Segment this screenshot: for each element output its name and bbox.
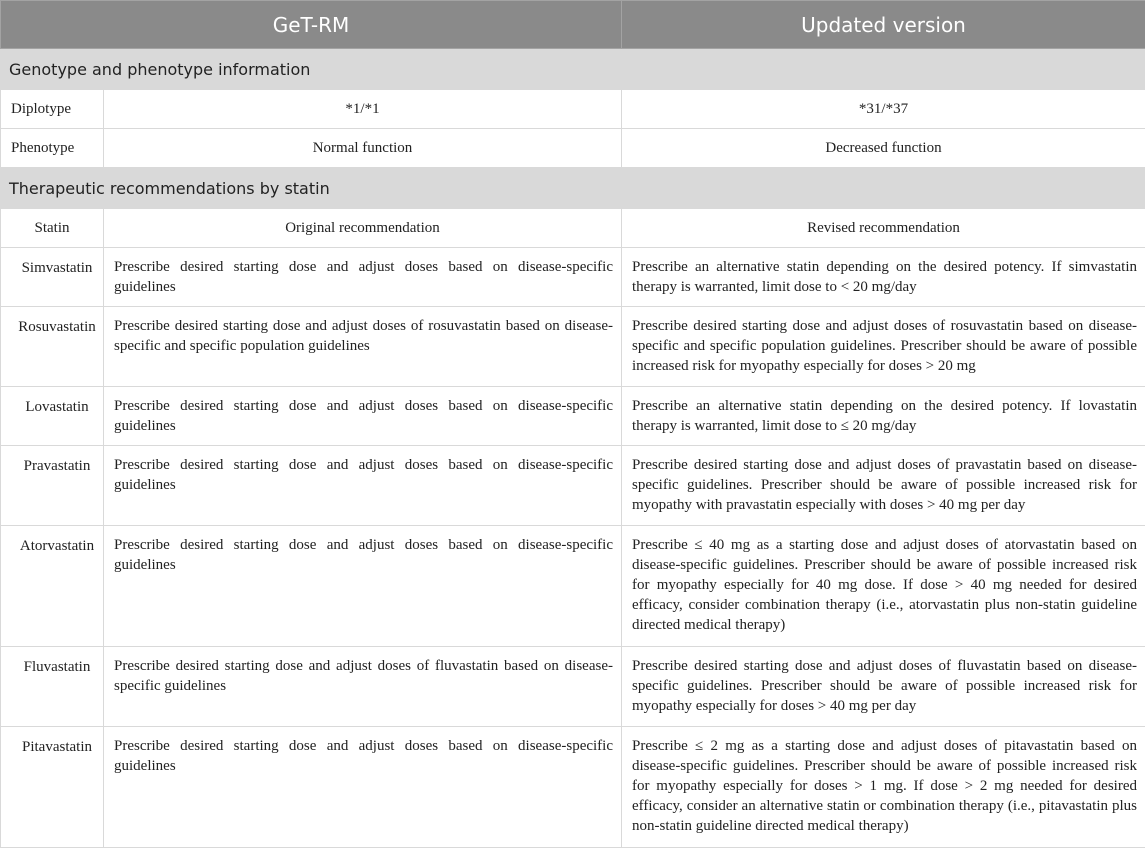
table-row-rosuvastatin <box>1 307 1145 387</box>
original-recommendation: Prescribe desired starting dose and adjust doses of rosuvastatin based on disease-specific and specific population guidelines <box>104 307 622 387</box>
table-row-diplotype <box>1 90 1145 129</box>
cell-diplotype-getrm: *1/*1 <box>104 90 622 129</box>
statin-name: Lovastatin <box>1 387 104 446</box>
table-row-statin-header <box>1 209 1145 248</box>
table-row-phenotype <box>1 129 1145 168</box>
statin-name: Fluvastatin <box>1 647 104 727</box>
revised-recommendation: Prescribe an alternative statin depending on the desired potency. If simvastatin therapy is warranted, limit dose to < 20 mg/day <box>622 248 1145 307</box>
header-getrm: GeT-RM <box>1 1 622 49</box>
row-label-phenotype: Phenotype <box>1 129 104 168</box>
section-row-genotype <box>1 49 1145 90</box>
column-label-revised: Revised recommendation <box>622 209 1145 248</box>
table-row-pitavastatin <box>1 727 1145 848</box>
header-updated-version: Updated version <box>622 1 1145 49</box>
original-recommendation: Prescribe desired starting dose and adjust doses based on disease-specific guidelines <box>104 387 622 446</box>
revised-recommendation: Prescribe desired starting dose and adjust doses of rosuvastatin based on disease-specific and specific population guidelines. Prescriber should be aware of possible increased risk for myopathy especially for doses > 20 mg <box>622 307 1145 387</box>
statin-name: Rosuvastatin <box>1 307 104 387</box>
column-label-original: Original recommendation <box>104 209 622 248</box>
revised-recommendation: Prescribe ≤ 2 mg as a starting dose and adjust doses of pitavastatin based on disease-specific guidelines. Prescriber should be aware of possible increased risk for myopathy especially for doses > 1 mg. If dose > 2 mg needed for desired efficacy, consider an alternative statin or combination therapy (i.e., pitavastatin plus non-statin guideline directed medical therapy) <box>622 727 1145 848</box>
cell-diplotype-updated: *31/*37 <box>622 90 1145 129</box>
original-recommendation: Prescribe desired starting dose and adjust doses based on disease-specific guidelines <box>104 727 622 848</box>
original-recommendation: Prescribe desired starting dose and adjust doses based on disease-specific guidelines <box>104 446 622 526</box>
revised-recommendation: Prescribe an alternative statin depending on the desired potency. If lovastatin therapy is warranted, limit dose to ≤ 20 mg/day <box>622 387 1145 446</box>
section-title-therapeutic: Therapeutic recommendations by statin <box>1 168 1145 209</box>
table-header-row <box>1 1 1145 49</box>
table-row-fluvastatin <box>1 647 1145 727</box>
column-label-statin: Statin <box>1 209 104 248</box>
row-label-diplotype: Diplotype <box>1 90 104 129</box>
section-title-genotype: Genotype and phenotype information <box>1 49 1145 90</box>
revised-recommendation: Prescribe ≤ 40 mg as a starting dose and adjust doses of atorvastatin based on disease-specific guidelines. Prescriber should be aware of possible increased risk for myopathy especially for 40 mg dose. If dose > 40 mg needed for desired efficacy, consider combination therapy (i.e., atorvastatin plus non-statin guideline directed medical therapy) <box>622 526 1145 647</box>
statin-name: Pitavastatin <box>1 727 104 848</box>
statin-name: Pravastatin <box>1 446 104 526</box>
table-row-lovastatin <box>1 387 1145 446</box>
table-row-pravastatin <box>1 446 1145 526</box>
original-recommendation: Prescribe desired starting dose and adjust doses based on disease-specific guidelines <box>104 526 622 647</box>
original-recommendation: Prescribe desired starting dose and adjust doses of fluvastatin based on disease-specific guidelines <box>104 647 622 727</box>
cell-phenotype-getrm: Normal function <box>104 129 622 168</box>
revised-recommendation: Prescribe desired starting dose and adjust doses of pravastatin based on disease-specific guidelines. Prescriber should be aware of possible increased risk for myopathy with pravastatin especially with doses > 40 mg per day <box>622 446 1145 526</box>
table-row-atorvastatin <box>1 526 1145 647</box>
statin-name: Simvastatin <box>1 248 104 307</box>
original-recommendation: Prescribe desired starting dose and adjust doses based on disease-specific guidelines <box>104 248 622 307</box>
section-row-therapeutic <box>1 168 1145 209</box>
table-row-simvastatin <box>1 248 1145 307</box>
cell-phenotype-updated: Decreased function <box>622 129 1145 168</box>
statin-name: Atorvastatin <box>1 526 104 647</box>
revised-recommendation: Prescribe desired starting dose and adjust doses of fluvastatin based on disease-specific guidelines. Prescriber should be aware of possible increased risk for myopathy especially for doses > 40 mg per day <box>622 647 1145 727</box>
